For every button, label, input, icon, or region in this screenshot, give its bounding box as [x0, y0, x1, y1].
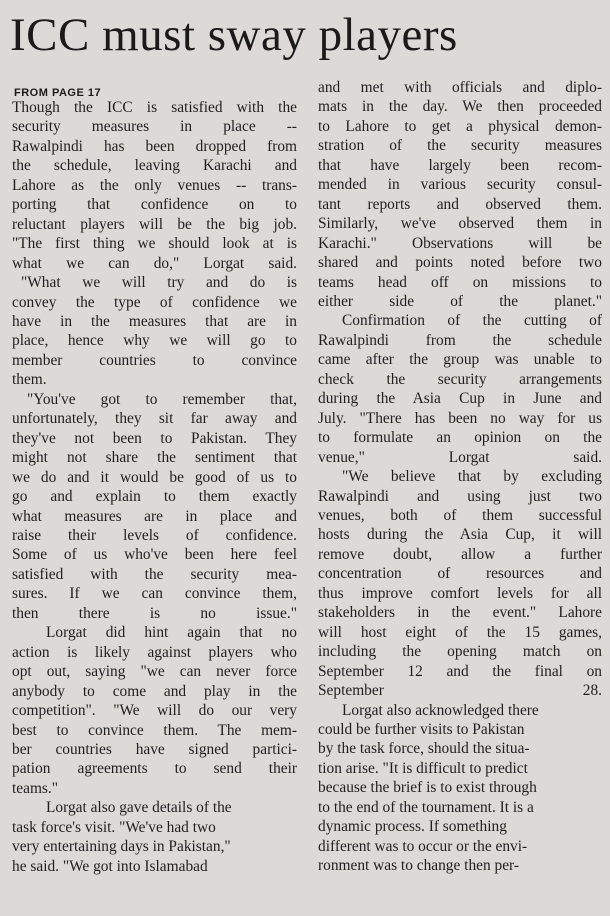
paragraph: Lorgat also acknowledged there could be further visits to Pakistan by the task force, should the situa- tion arise. "It is difficult to predict because the brief is to exist through to the end of the tournament. It is a dynamic process. If something different was to occur or the envi- ronment was to change then per- [318, 701, 539, 875]
paragraph: Lorgat did hint again that no action is likely against players who opt out, saying "we can never force anybody to come and play in the competition". "We will do our very best to convince them. The mem- ber countries have signed partici- pation agreements to send their teams." [12, 624, 297, 797]
paragraph: "What we will try and do is convey the type of confidence we have in the measures that are in place, hence why we will go to member countries to convince them. [12, 274, 297, 389]
paragraph: and met with officials and diplo- mats in the day. We then proceeded to Lahore to get a physical demon- stration of the security measures that have largely been recom- mended in various security consul- tant reports and observed them. Similarly, we've observed them in Karachi." Observations will be shared and points noted before two teams head off on missions to either side of the planet." [318, 79, 602, 310]
article-column-right [318, 78, 602, 876]
paragraph: Lorgat also gave details of the task force's visit. "We've had two very entertaining days in Pakistan," he said. "We got into Islamabad [12, 799, 232, 875]
paragraph: "You've got to remember that, unfortunately, they sit far away and they've not been to Pakistan. They might not share the sentiment that we do and it would be good of us to go and explain to them exactly what measures are in place and raise their levels of confidence. Some of us who've been here feel satisfied with the security mea- sures. If we can convince them, then there is no issue." [12, 390, 297, 622]
paragraph: Though the ICC is satisfied with the security measures in place -- Rawalpindi has been dropped from the schedule, leaving Karachi and Lahore as the only venues -- trans- porting that confidence on to reluctant players will be the big job. "The first thing we should look at is what we can do," Lorgat said. [12, 99, 297, 272]
kicker-from-page: FROM PAGE 17 [14, 87, 102, 99]
article-column-left [12, 98, 297, 876]
paragraph: Confirmation of the cutting of Rawalpindi from the schedule came after the group was unable to check the security arrangements during the Asia Cup in June and July. "There has been no way for us to formulate an opinion on the venue," Lorgat said. [318, 312, 602, 466]
headline: ICC must sway players [10, 9, 458, 61]
paragraph: "We believe that by excluding Rawalpindi and using just two venues, both of them successful hosts during the Asia Cup, it will remove doubt, allow a further concentration of resources and thus improve comfort levels for all stakeholders in the event." Lahore will host eight of the 15 games, including the opening match on September 12 and the final on September 28. [318, 468, 602, 700]
